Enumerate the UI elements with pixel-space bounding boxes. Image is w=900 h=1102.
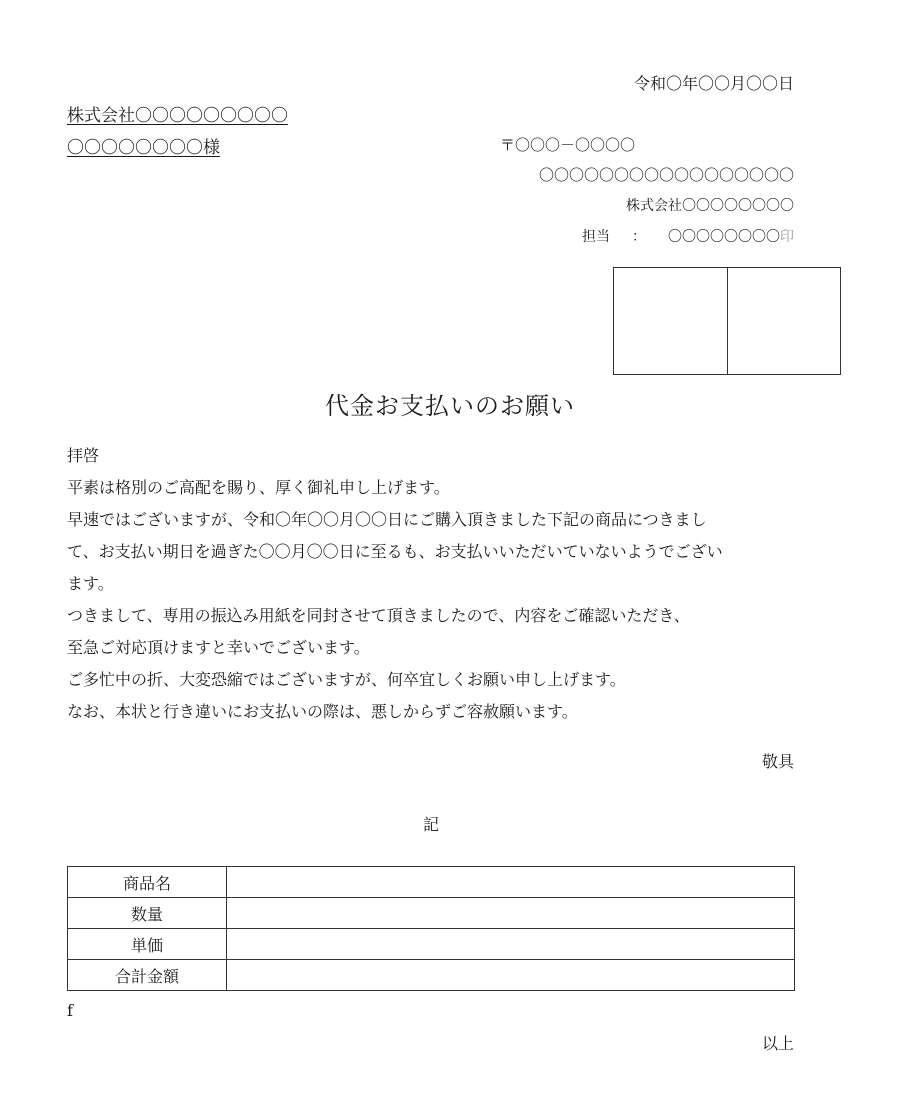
table-row-value bbox=[227, 867, 795, 898]
stray-character: f bbox=[67, 1001, 73, 1020]
body-line: ます。 bbox=[67, 574, 114, 593]
recipient-company: 株式会社〇〇〇〇〇〇〇〇〇 bbox=[67, 106, 288, 126]
stamp-box bbox=[614, 268, 727, 374]
table-row-value bbox=[227, 960, 795, 991]
letter-body bbox=[67, 440, 807, 728]
sender-contact bbox=[582, 226, 794, 246]
seal-mark: 印 bbox=[780, 229, 794, 245]
sender-contact-label: 担当 bbox=[582, 229, 610, 245]
sender-contact-name: 〇〇〇〇〇〇〇〇 bbox=[668, 229, 780, 245]
sender-address: 〇〇〇〇〇〇〇〇〇〇〇〇〇〇〇〇〇 bbox=[538, 166, 794, 184]
body-line: 拝啓 bbox=[67, 446, 100, 465]
document-title: 代金お支払いのお願い bbox=[325, 392, 575, 420]
body-line: 至急ご対応頂けますと幸いでございます。 bbox=[67, 638, 370, 657]
ki-heading: 記 bbox=[423, 815, 440, 834]
body-line: 早速ではございますが、令和〇年〇〇月〇〇日にご購入頂きました下記の商品につきまし bbox=[67, 510, 707, 529]
letter-date: 令和〇年〇〇月〇〇日 bbox=[633, 74, 794, 93]
table-row bbox=[68, 960, 795, 991]
table-row-label: 数量 bbox=[68, 898, 227, 929]
table-row bbox=[68, 929, 795, 960]
table-row bbox=[68, 867, 795, 898]
stamp-box bbox=[727, 268, 841, 374]
closing-phrase: 敬具 bbox=[761, 752, 794, 771]
body-line: 平素は格別のご高配を賜り、厚く御礼申し上げます。 bbox=[67, 478, 450, 497]
table-row-label: 単価 bbox=[68, 929, 227, 960]
table-row-label: 商品名 bbox=[68, 867, 227, 898]
table-row-label: 合計金額 bbox=[68, 960, 227, 991]
table-row bbox=[68, 898, 795, 929]
recipient-person: 〇〇〇〇〇〇〇〇様 bbox=[67, 138, 220, 158]
body-line: ご多忙中の折、大変恐縮ではございますが、何卒宜しくお願い申し上げます。 bbox=[67, 670, 626, 689]
end-mark: 以上 bbox=[761, 1034, 794, 1053]
sender-company: 株式会社〇〇〇〇〇〇〇〇 bbox=[626, 198, 794, 214]
body-line: なお、本状と行き違いにお支払いの際は、悪しからずご容赦願います。 bbox=[67, 702, 578, 721]
approval-stamp-boxes bbox=[613, 267, 841, 375]
table-row-value bbox=[227, 898, 795, 929]
sender-contact-colon: ： bbox=[632, 229, 646, 245]
table-row-value bbox=[227, 929, 795, 960]
item-details-table bbox=[67, 866, 795, 991]
body-line: て、お支払い期日を過ぎた〇〇月〇〇日に至るも、お支払いいただいていないようでござい bbox=[67, 542, 723, 561]
sender-postal-code: 〒〇〇〇－〇〇〇〇 bbox=[500, 136, 636, 154]
body-line: つきまして、専用の振込み用紙を同封させて頂きましたので、内容をご確認いただき、 bbox=[67, 606, 690, 625]
